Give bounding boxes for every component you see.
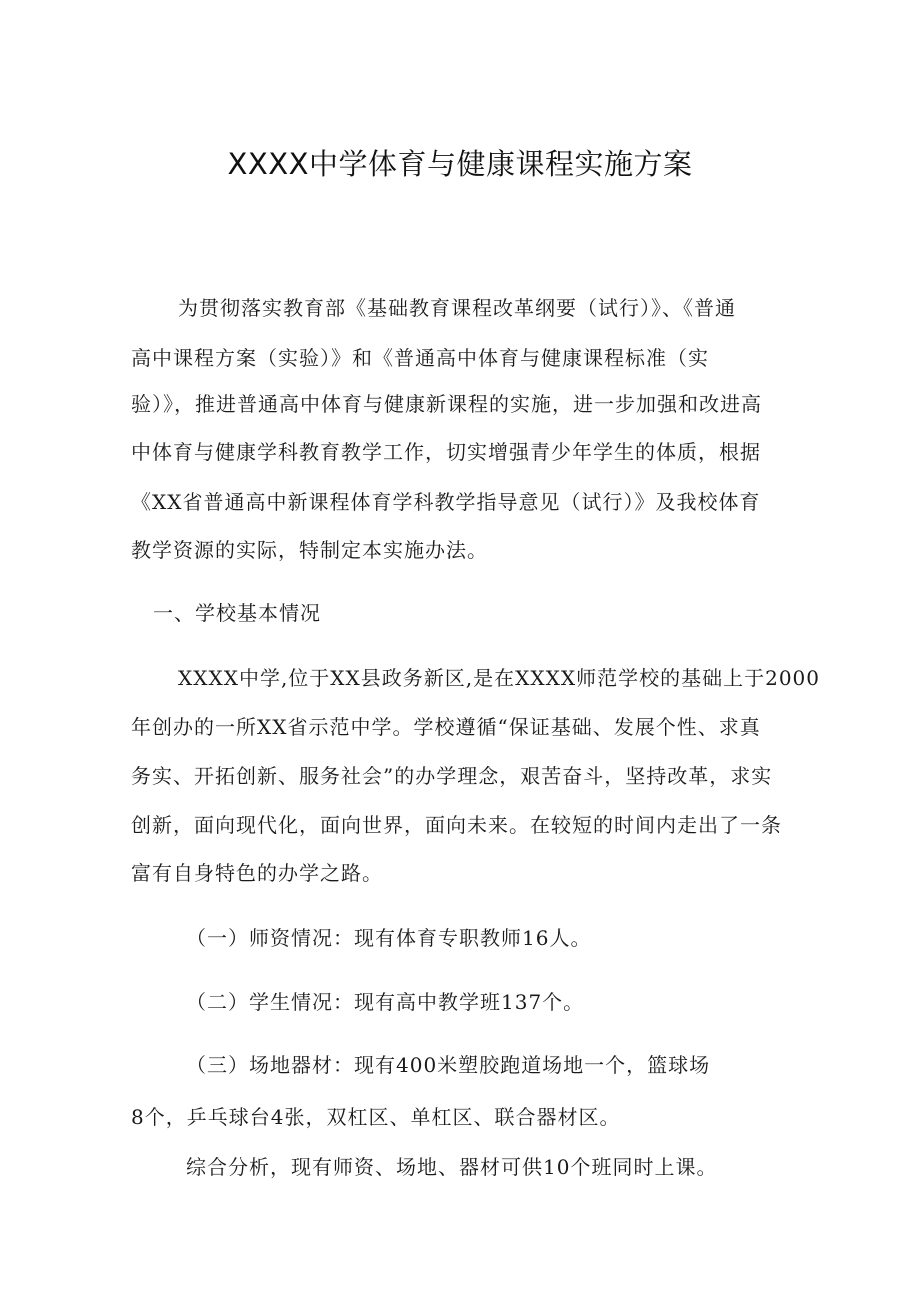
school-line-1: XXXX中学,位于XX县政务新区,是在XXXX师范学校的基础上于2000 (178, 666, 820, 690)
item-students: （二）学生情况：现有高中教学班137个。 (186, 990, 585, 1014)
intro-line-6: 教学资源的实际，特制定本实施办法。 (131, 538, 488, 562)
school-line-5: 富有自身特色的办学之路。 (131, 861, 383, 885)
school-line-4: 创新，面向现代化，面向世界，面向未来。在较短的时间内走出了一条 (131, 813, 782, 837)
intro-line-4: 中体育与健康学科教育教学工作，切实增强青少年学生的体质，根据 (131, 440, 761, 464)
item-facilities-line-2: 8个，乒乓球台4张，双杠区、单杠区、联合器材区。 (131, 1105, 621, 1129)
summary-line: 综合分析，现有师资、场地、器材可供10个班同时上课。 (186, 1155, 718, 1179)
item-facilities-line-1: （三）场地器材：现有400米塑胶跑道场地一个，篮球场 (186, 1053, 711, 1077)
intro-line-2: 高中课程方案（实验）》和《普通高中体育与健康课程标准（实 (131, 346, 709, 370)
intro-line-5: 《XX省普通高中新课程体育学科教学指导意见（试行）》及我校体育 (131, 490, 761, 514)
item-teachers: （一）师资情况：现有体育专职教师16人。 (186, 926, 592, 950)
document-title: XXXX中学体育与健康课程实施方案 (227, 147, 693, 181)
school-line-2: 年创办的一所XX省示范中学。学校遵循“保证基础、发展个性、求真 (131, 715, 761, 739)
intro-line-3: 验）》，推进普通高中体育与健康新课程的实施，进一步加强和改进高 (131, 392, 762, 416)
school-line-3: 务实、开拓创新、服务社会”的办学理念，艰苦奋斗，坚持改革，求实 (131, 764, 773, 788)
intro-line-1: 为贯彻落实教育部《基础教育课程改革纲要（试行）》、《普通 (178, 296, 736, 320)
section-heading: 一、学校基本情况 (153, 601, 321, 625)
